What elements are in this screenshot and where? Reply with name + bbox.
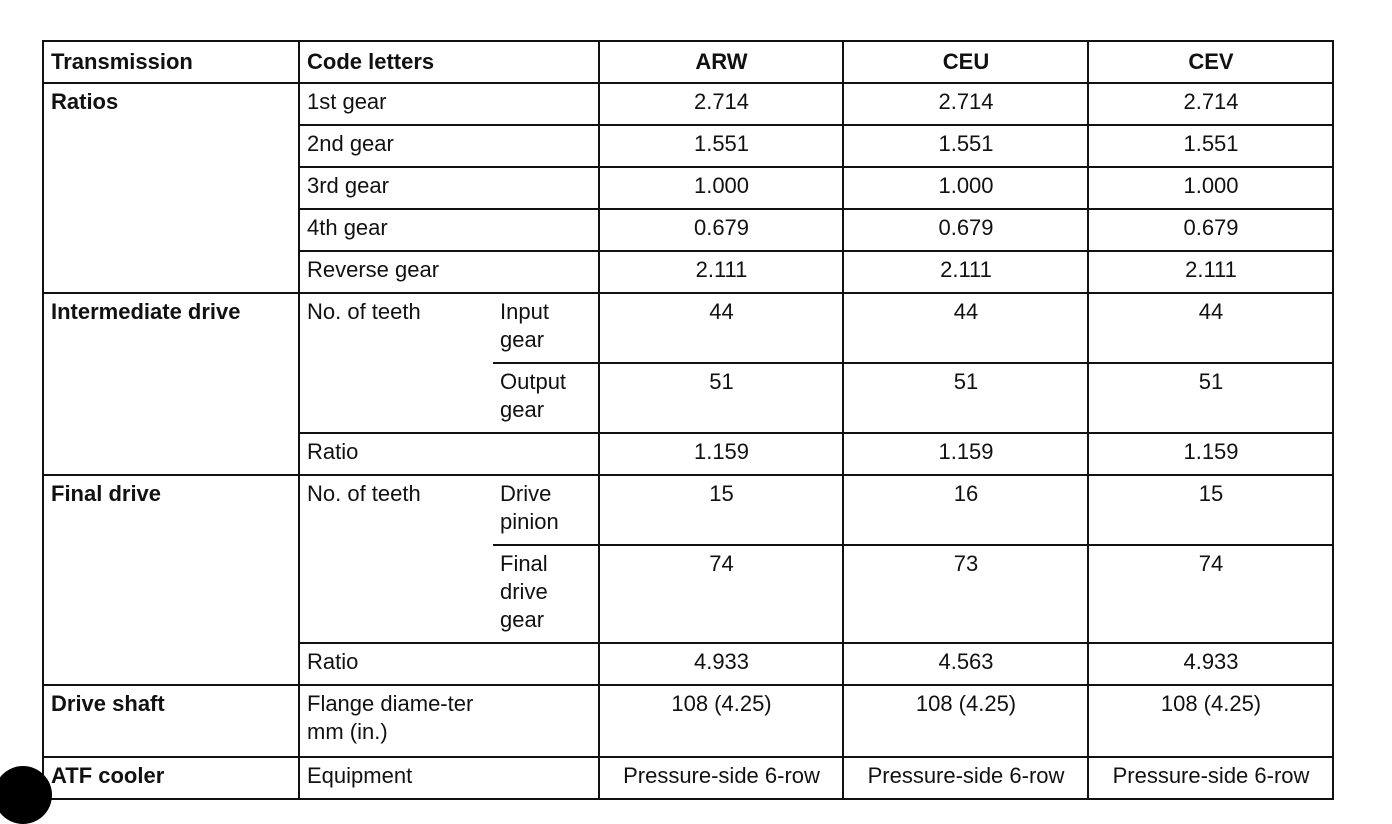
teeth-label: No. of teeth xyxy=(299,475,493,643)
cell-value: 2.714 xyxy=(599,83,843,125)
cell-value: Pressure-side 6-row xyxy=(1088,757,1333,799)
cell-value: 0.679 xyxy=(1088,209,1333,251)
cell-value: 73 xyxy=(843,545,1088,643)
cell-value: 2.111 xyxy=(599,251,843,293)
input-gear-label: Input gear xyxy=(493,293,599,363)
cell-value: 1.159 xyxy=(599,433,843,475)
cell-value: 44 xyxy=(599,293,843,363)
drive-pinion-label: Drive pinion xyxy=(493,475,599,545)
code-cev-header: CEV xyxy=(1088,41,1333,83)
cell-value: 108 (4.25) xyxy=(599,685,843,757)
cell-value: 4.563 xyxy=(843,643,1088,685)
cell-value: 0.679 xyxy=(843,209,1088,251)
table-row xyxy=(43,685,1333,757)
transmission-spec-table xyxy=(42,40,1334,800)
cell-value: 44 xyxy=(843,293,1088,363)
row-label: 2nd gear xyxy=(299,125,599,167)
cell-value: 51 xyxy=(843,363,1088,433)
ratios-label: Ratios xyxy=(43,83,299,293)
cell-value: 15 xyxy=(599,475,843,545)
output-gear-label: Output gear xyxy=(493,363,599,433)
cell-value: 1.000 xyxy=(599,167,843,209)
cell-value: 1.159 xyxy=(843,433,1088,475)
intermediate-drive-label: Intermediate drive xyxy=(43,293,299,475)
cell-value: 16 xyxy=(843,475,1088,545)
code-arw-header: ARW xyxy=(599,41,843,83)
cell-value: 1.551 xyxy=(843,125,1088,167)
cell-value: 44 xyxy=(1088,293,1333,363)
cell-value: Pressure-side 6-row xyxy=(843,757,1088,799)
cell-value: 0.679 xyxy=(599,209,843,251)
cell-value: 4.933 xyxy=(1088,643,1333,685)
flange-diameter-label xyxy=(299,685,599,757)
cell-value: 2.111 xyxy=(1088,251,1333,293)
code-ceu-header: CEU xyxy=(843,41,1088,83)
table-row xyxy=(43,757,1333,799)
row-label: 3rd gear xyxy=(299,167,599,209)
cell-value: 1.159 xyxy=(1088,433,1333,475)
transmission-header: Transmission xyxy=(43,41,299,83)
cell-value: 2.714 xyxy=(843,83,1088,125)
row-label: Ratio xyxy=(299,433,599,475)
table-row xyxy=(43,83,1333,125)
atf-cooler-label: ATF cooler xyxy=(43,757,299,799)
cell-value: 1.551 xyxy=(599,125,843,167)
table-row xyxy=(43,293,1333,363)
cell-value: 2.714 xyxy=(1088,83,1333,125)
cell-value: 15 xyxy=(1088,475,1333,545)
cell-value: 51 xyxy=(1088,363,1333,433)
row-label: 4th gear xyxy=(299,209,599,251)
cell-value: 108 (4.25) xyxy=(1088,685,1333,757)
drive-shaft-label: Drive shaft xyxy=(43,685,299,757)
row-label: Reverse gear xyxy=(299,251,599,293)
teeth-label: No. of teeth xyxy=(299,293,493,433)
row-label: Ratio xyxy=(299,643,599,685)
equipment-label: Equipment xyxy=(299,757,599,799)
hole-punch-mark xyxy=(0,766,52,824)
cell-value: 4.933 xyxy=(599,643,843,685)
code-letters-header: Code letters xyxy=(299,41,599,83)
cell-value: Pressure-side 6-row xyxy=(599,757,843,799)
final-drive-gear-label: Final drive gear xyxy=(493,545,599,643)
cell-value: 1.551 xyxy=(1088,125,1333,167)
cell-value: 2.111 xyxy=(843,251,1088,293)
header-row xyxy=(43,41,1333,83)
cell-value: 74 xyxy=(1088,545,1333,643)
row-label: 1st gear xyxy=(299,83,599,125)
cell-value: 108 (4.25) xyxy=(843,685,1088,757)
cell-value: 1.000 xyxy=(843,167,1088,209)
final-drive-label: Final drive xyxy=(43,475,299,685)
table-row xyxy=(43,475,1333,545)
cell-value: 1.000 xyxy=(1088,167,1333,209)
cell-value: 74 xyxy=(599,545,843,643)
flange-diameter-text: Flange diame-ter mm (in.) xyxy=(307,691,474,744)
cell-value: 51 xyxy=(599,363,843,433)
